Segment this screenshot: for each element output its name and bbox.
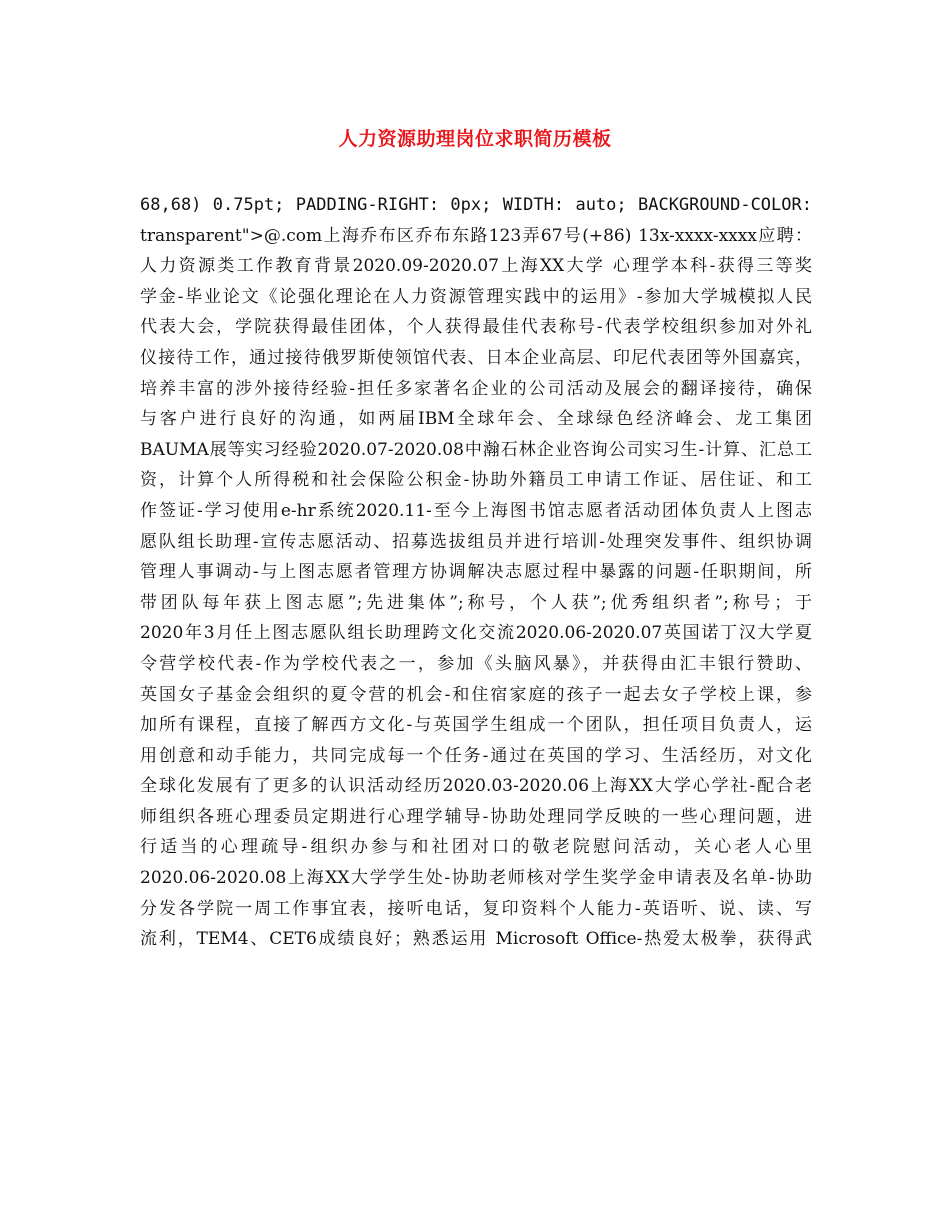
body-line: 令营学校代表-作为学校代表之一，参加《头脑风暴》，并获得由汇丰银行赞助、 bbox=[140, 653, 812, 674]
body-line: 加所有课程，直接了解西方文化-与英国学生组成一个团队，担任项目负责人，运 bbox=[140, 715, 812, 736]
body-line: 英国女子基金会组织的夏令营的机会-和住宿家庭的孩子一起去女子学校上课，参 bbox=[140, 684, 812, 705]
body-line: 师组织各班心理委员定期进行心理学辅导-协助处理同学反映的一些心理问题，进 bbox=[140, 806, 812, 827]
body-line: 2020年3月任上图志愿队组长助理跨文化交流2020.06-2020.07英国诺丁汉大学夏 bbox=[140, 623, 812, 644]
body-line: 培养丰富的涉外接待经验-担任多家著名企业的公司活动及展会的翻译接待，确保 bbox=[140, 378, 812, 399]
document-title: 人力资源助理岗位求职简历模板 bbox=[338, 128, 612, 150]
body-line: 愿队组长助理-宣传志愿活动、招募选拔组员并进行培训-处理突发事件、组织协调 bbox=[140, 531, 812, 552]
body-line: 资，计算个人所得税和社会保险公积金-协助外籍员工申请工作证、居住证、和工 bbox=[140, 470, 812, 491]
body-line: 与客户进行良好的沟通，如两届IBM全球年会、全球绿色经济峰会、龙工集团 bbox=[140, 409, 812, 430]
body-line: 2020.06-2020.08上海XX大学学生处-协助老师核对学生奖学金申请表及名单-协助 bbox=[140, 868, 812, 889]
body-line: 代表大会，学院获得最佳团体，个人获得最佳代表称号-代表学校组织参加对外礼 bbox=[140, 317, 812, 338]
body-line: 分发各学院一周工作事宜表，接听电话，复印资料个人能力-英语听、说、读、写 bbox=[140, 898, 812, 919]
body-line: 作签证-学习使用e-hr系统2020.11-至今上海图书馆志愿者活动团体负责人上图志 bbox=[140, 500, 812, 521]
body-line: BAUMA展等实习经验2020.07-2020.08中瀚石林企业咨询公司实习生-计算、汇总工 bbox=[140, 439, 812, 460]
body-line: 行适当的心理疏导-组织办参与和社团对口的敬老院慰问活动，关心老人心里 bbox=[140, 837, 812, 858]
body-line: transparent">@.com上海乔布区乔布东路123弄67号(+86) 13x-xxxx-xxxx应聘： bbox=[140, 225, 812, 246]
body-line: 管理人事调动-与上图志愿者管理方协调解决志愿过程中暴露的问题-任职期间，所 bbox=[140, 562, 812, 583]
body-line: 学金-毕业论文《论强化理论在人力资源管理实践中的运用》-参加大学城模拟人民 bbox=[140, 286, 812, 307]
body-line: 仪接待工作，通过接待俄罗斯使领馆代表、日本企业高层、印尼代表团等外国嘉宾， bbox=[140, 347, 812, 368]
body-line: 用创意和动手能力，共同完成每一个任务-通过在英国的学习、生活经历，对文化 bbox=[140, 745, 812, 766]
body-line: 流利，TEM4、CET6成绩良好；熟悉运用 Microsoft Office-热爱太极拳，获得武 bbox=[140, 929, 812, 950]
document-body bbox=[140, 190, 812, 955]
body-line: 人力资源类工作教育背景2020.09-2020.07上海XX大学 心理学本科-获得三等奖 bbox=[140, 256, 812, 277]
body-line: 68,68) 0.75pt; PADDING-RIGHT: 0px; WIDTH: auto; BACKGROUND-COLOR: bbox=[140, 195, 812, 215]
body-line: 全球化发展有了更多的认识活动经历2020.03-2020.06上海XX大学心学社-配合老 bbox=[140, 776, 812, 797]
body-line: 带团队每年获上图志愿”;先进集体”;称号，个人获”;优秀组织者”;称号；于 bbox=[140, 592, 812, 613]
